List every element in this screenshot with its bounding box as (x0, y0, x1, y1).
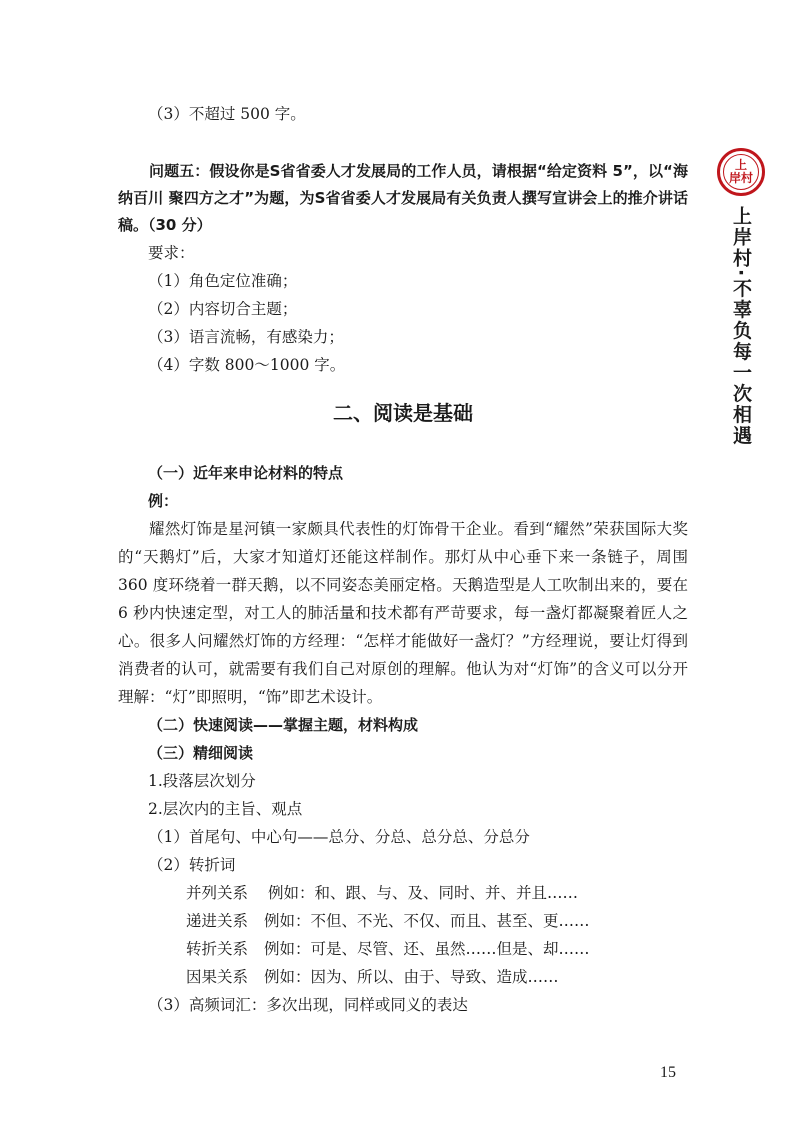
example-paragraph: 耀然灯饰是星河镇一家颇具代表性的灯饰骨干企业。看到“耀然”荣获国际大奖的“天鹅灯”后，大家才知道灯还能这样制作。那灯从中心垂下来一条链子，周围 360 度环绕着一群天鹅，以不同姿态美丽定格。天鹅造型是人工吹制出来的，要在 6 秒内快速定型，对工人的肺活量和技术都有严苛要求，每一盏灯都凝聚着匠人之心。很多人问耀然灯饰的方经理：“怎样才能做好一盏灯？”方经理说，要让灯得到消费者的认可，就需要有我们自己对原创的理解。他认为对“灯饰”的含义可以分开理解：“灯”即照明，“饰”即艺术设计。 (118, 520, 688, 706)
seal-inner-ring (723, 154, 759, 190)
relation-row (118, 935, 688, 963)
requirement-item: （2）内容切合主题； (148, 300, 298, 318)
question-five: 问题五：假设你是S省省委人才发展局的工作人员，请根据“给定资料 5”，以“海纳百川 聚四方之才”为题，为S省省委人才发展局有关负责人撰写宣讲会上的推介讲话稿。（30 分） (118, 162, 688, 234)
subsection-heading-2: （二）快速阅读——掌握主题，材料构成 (148, 716, 419, 734)
requirement-item: （4）字数 800～1000 字。 (148, 356, 346, 374)
relation-row (118, 879, 688, 907)
requirement-item: （3）语言流畅，有感染力； (148, 328, 344, 346)
relation-kind: 递进关系 (186, 912, 249, 930)
requirements-heading: 要求： (148, 244, 195, 262)
requirement-item: （1）角色定位准确； (148, 272, 298, 290)
requirement-word-limit: （3）不超过 500 字。 (148, 105, 306, 123)
vertical-slogan: 上岸村·不辜负每一次相遇 (730, 206, 752, 447)
subsection-heading-1: （一）近年来申论材料的特点 (148, 464, 344, 482)
subsection-heading-3: （三）精细阅读 (148, 744, 254, 762)
relation-examples: 例如：可是、尽管、还、虽然……但是、却…… (264, 940, 590, 958)
list-item: （2）转折词 (148, 856, 236, 874)
relation-kind: 因果关系 (186, 968, 249, 986)
seal-text-line1: 上 (734, 158, 747, 172)
relation-examples: 例如：不但、不光、不仅、而且、甚至、更…… (264, 912, 590, 930)
list-item: （1）首尾句、中心句——总分、分总、总分总、分总分 (148, 828, 530, 846)
list-item: 2.层次内的主旨、观点 (148, 800, 303, 818)
relation-examples: 例如：和、跟、与、及、同时、并、并且…… (268, 884, 579, 902)
relation-kind: 并列关系 (186, 884, 249, 902)
relation-kind: 转折关系 (186, 940, 249, 958)
seal-logo (717, 148, 765, 196)
page-number: 15 (660, 1064, 676, 1081)
page-content (118, 100, 688, 1019)
section-title: 二、阅读是基础 (333, 401, 473, 425)
relation-examples: 例如：因为、所以、由于、导致、造成…… (264, 968, 559, 986)
list-item: （3）高频词汇：多次出现，同样或同义的表达 (148, 996, 468, 1014)
list-item: 1.段落层次划分 (148, 772, 256, 790)
seal-text-line2: 岸村 (728, 171, 753, 185)
relation-row (118, 963, 688, 991)
example-label: 例： (148, 492, 179, 510)
relation-row (118, 907, 688, 935)
